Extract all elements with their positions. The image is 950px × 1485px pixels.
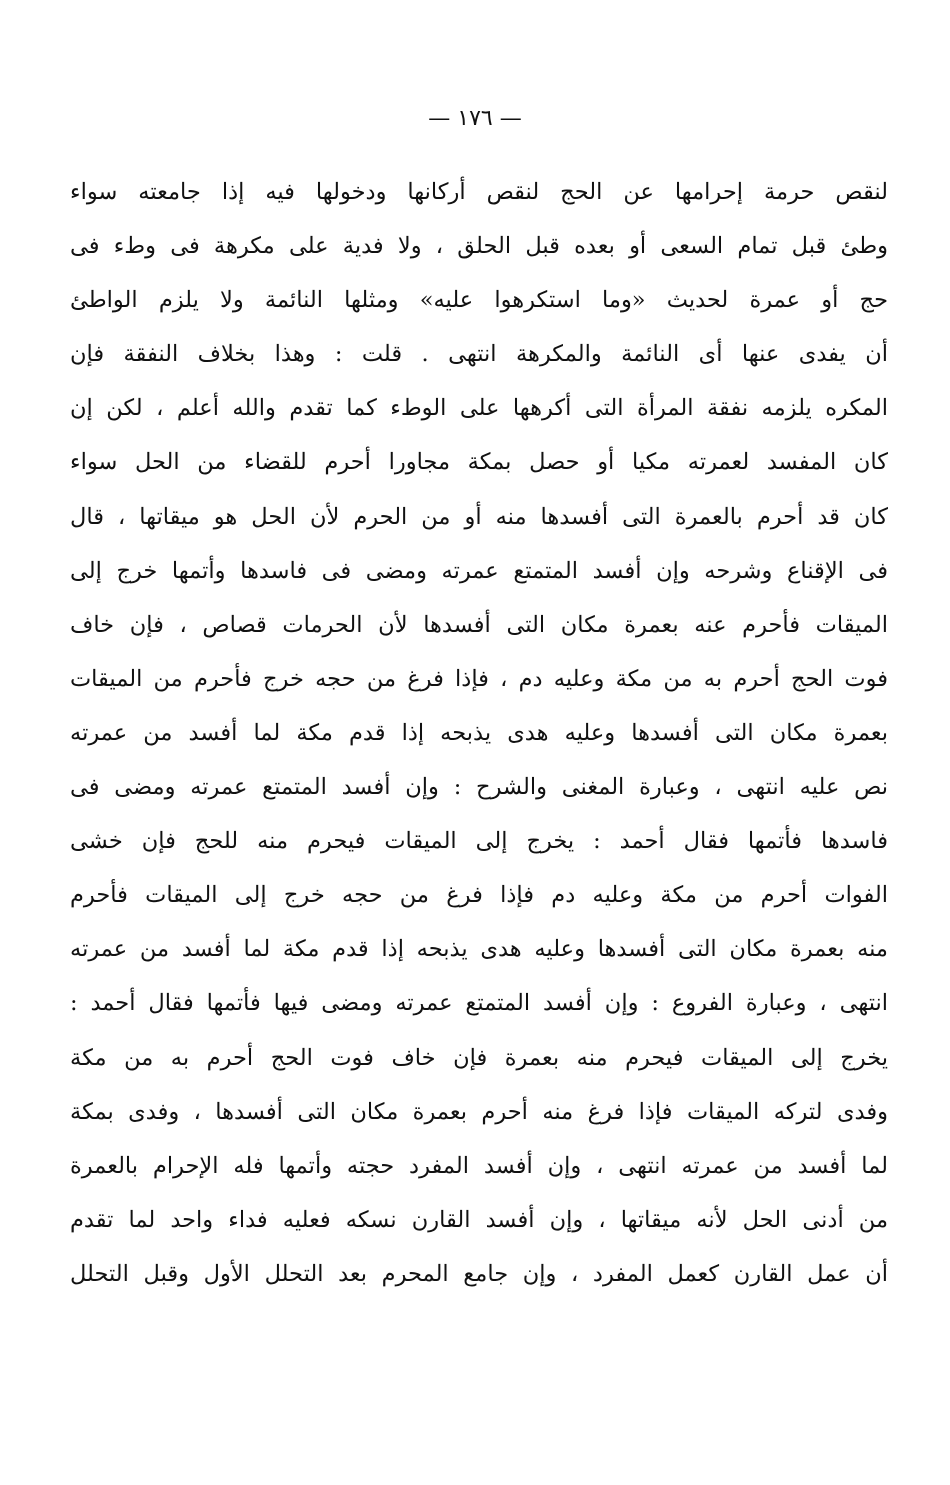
text-line: لما أفسد من عمرته انتهى ، وإن أفسد المفرد حجته وأتمها فله الإحرام بالعمرة [70, 1152, 888, 1179]
text-line: المكره يلزمه نفقة المرأة التى أكرهها على الوطء كما تقدم والله أعلم ، لكن إن [70, 395, 888, 422]
text-line: فوت الحج أحرم به من مكة وعليه دم ، فإذا فرغ من حجه خرج فأحرم من الميقات [70, 665, 888, 692]
text-line: أن عمل القارن كعمل المفرد ، وإن جامع المحرم بعد التحلل الأول وقبل التحلل [70, 1260, 888, 1287]
text-line: منه بعمرة مكان التى أفسدها وعليه هدى يذبحه إذا قدم مكة لما أفسد من عمرته [70, 936, 888, 963]
text-line: حج أو عمرة لحديث «وما استكرهوا عليه» ومثلها النائمة ولا يلزم الواطئ [70, 287, 888, 314]
text-line: كان المفسد لعمرته مكيا أو حصل بمكة مجاورا أحرم للقضاء من الحل سواء [70, 449, 888, 476]
text-line: الفوات أحرم من مكة وعليه دم فإذا فرغ من حجه خرج إلى الميقات فأحرم [70, 882, 888, 909]
text-line: وفدى لتركه الميقات فإذا فرغ منه أحرم بعمرة مكان التى أفسدها ، وفدى بمكة [70, 1098, 888, 1125]
text-line: لنقص حرمة إحرامها عن الحج لنقص أركانها ودخولها فيه إذا جامعته سواء [70, 179, 888, 205]
text-line: الميقات فأحرم عنه بعمرة مكان التى أفسدها لأن الحرمات قصاص ، فإن خاف [70, 611, 888, 638]
text-line: يخرج إلى الميقات فيحرم منه بعمرة فإن خاف فوت الحج أحرم به من مكة [70, 1044, 888, 1071]
text-line: فى الإقناع وشرحه وإن أفسد المتمتع عمرته ومضى فى فاسدها وأتمها خرج إلى [70, 557, 888, 584]
text-line: وطئ قبل تمام السعى أو بعده قبل الحلق ، ولا فدية على مكرهة فى وطء فى [70, 233, 888, 260]
text-line: انتهى ، وعبارة الفروع : وإن أفسد المتمتع عمرته ومضى فيها فأتمها فقال أحمد : [70, 990, 888, 1017]
text-line: من أدنى الحل لأنه ميقاتها ، وإن أفسد القارن نسكه فعليه فداء واحد لما تقدم [70, 1206, 888, 1233]
text-line: نص عليه انتهى ، وعبارة المغنى والشرح : وإن أفسد المتمتع عمرته ومضى فى [70, 774, 888, 801]
text-line: بعمرة مكان التى أفسدها وعليه هدى يذبحه إذا قدم مكة لما أفسد من عمرته [70, 719, 888, 746]
text-line: فاسدها فأتمها فقال أحمد : يخرج إلى الميقات فيحرم منه للحج فإن خشى [70, 828, 888, 855]
text-line: كان قد أحرم بالعمرة التى أفسدها منه أو من الحرم لأن الحل هو ميقاتها ، قال [70, 503, 888, 530]
body-text [70, 165, 888, 1301]
page-number: — ١٧٦ — [428, 106, 522, 131]
text-line: أن يفدى عنها أى النائمة والمكرهة انتهى . قلت : وهذا بخلاف النفقة فإن [70, 341, 888, 368]
